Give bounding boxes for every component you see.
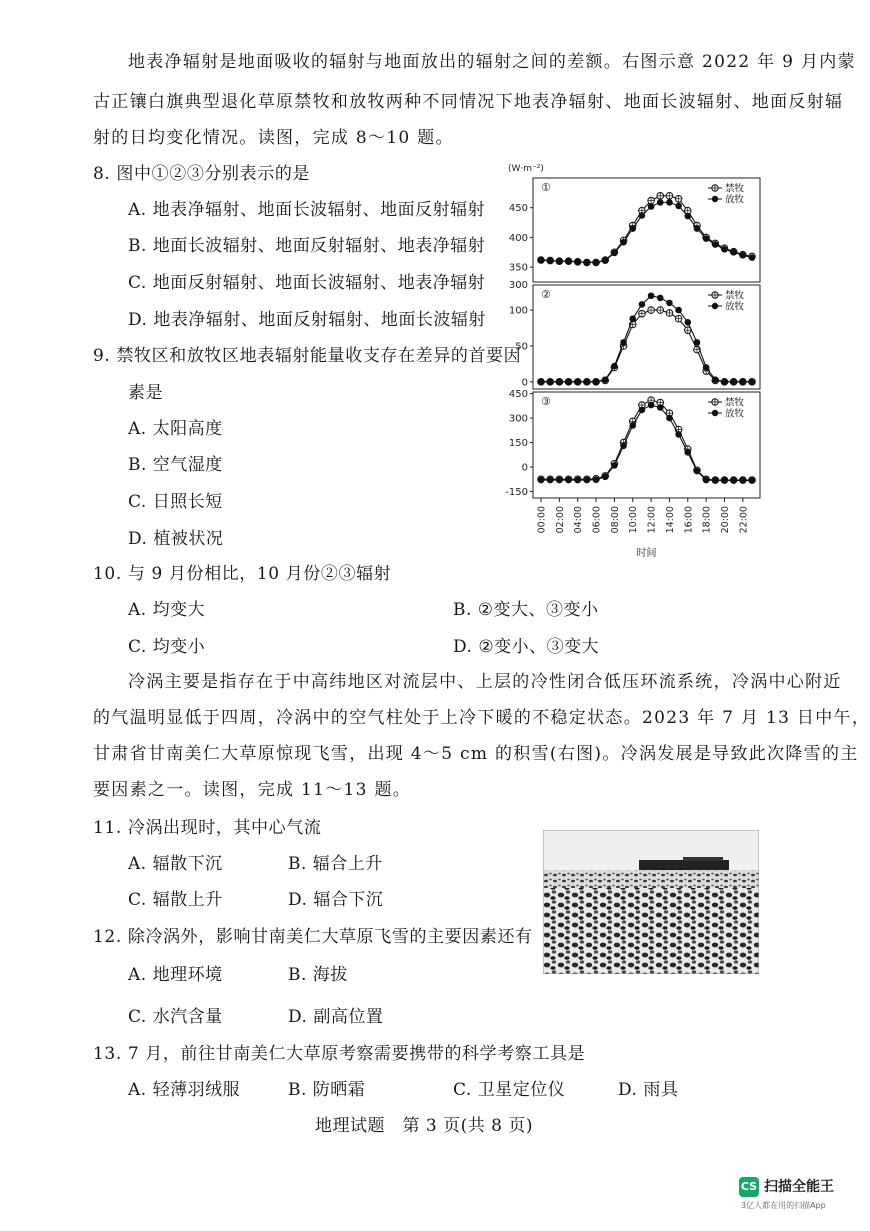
q8-option-a: A. 地表净辐射、地面长波辐射、地面反射辐射 (128, 200, 486, 220)
q9-option-c: C. 日照长短 (128, 492, 223, 512)
legend-label: 放牧 (725, 194, 745, 206)
data-point-fangmu (703, 235, 710, 242)
data-point-fangmu (565, 379, 572, 386)
panel-3-y-tick-label: 300 (508, 413, 528, 425)
data-point-fangmu (675, 203, 682, 210)
data-point-fangmu (657, 295, 664, 302)
data-point-fangmu (712, 241, 719, 248)
data-point-fangmu (620, 339, 627, 346)
q9-stem-1: 9. 禁牧区和放牧区地表辐射能量收支存在差异的首要因 (93, 346, 522, 366)
data-point-fangmu (611, 250, 618, 257)
q9-option-b: B. 空气湿度 (128, 455, 223, 475)
data-point-fangmu (694, 468, 701, 475)
q9-option-d: D. 植被状况 (128, 529, 224, 549)
data-point-fangmu (602, 257, 609, 264)
data-point-fangmu (703, 477, 710, 484)
legend-marker-filled (712, 303, 718, 309)
snow-grassland-photo (543, 830, 759, 974)
legend-label: 放牧 (725, 301, 745, 313)
q8-option-d: D. 地表净辐射、地面反射辐射、地面长波辐射 (128, 310, 486, 330)
series-line-jinmu (541, 400, 752, 480)
x-tick-label: 20:00 (719, 506, 731, 534)
q11-stem: 11. 冷涡出现时，其中心气流 (93, 818, 322, 838)
data-point-fangmu (593, 379, 600, 386)
data-point-fangmu (611, 363, 618, 370)
data-point-fangmu (629, 225, 636, 232)
data-point-fangmu (721, 379, 728, 386)
q11-option-c: C. 辐散上升 (128, 890, 223, 910)
data-point-fangmu (666, 415, 673, 422)
series-line-jinmu (541, 310, 752, 382)
x-tick-label: 02:00 (554, 506, 566, 534)
data-point-fangmu (666, 199, 673, 206)
data-point-fangmu (574, 258, 581, 265)
x-tick-label: 04:00 (573, 506, 585, 534)
panel-1-y-tick-label: 450 (508, 203, 528, 215)
series-line-fangmu (541, 202, 752, 262)
data-point-fangmu (648, 292, 655, 299)
data-point-fangmu (684, 213, 691, 220)
data-point-fangmu (740, 379, 747, 386)
data-point-fangmu (703, 364, 710, 371)
data-point-fangmu (584, 379, 591, 386)
legend-label: 禁牧 (725, 397, 745, 409)
panel-3-y-tick-label: 150 (508, 438, 528, 450)
data-point-fangmu (565, 477, 572, 484)
data-point-fangmu (657, 404, 664, 411)
data-point-fangmu (684, 449, 691, 456)
data-point-fangmu (749, 254, 756, 261)
q10-option-b: B. ②变大、③变小 (453, 600, 599, 620)
panel-1-y-tick-label: 400 (508, 232, 528, 244)
q12-option-b: B. 海拔 (288, 965, 348, 985)
data-point-fangmu (620, 443, 627, 450)
data-point-fangmu (639, 407, 646, 414)
data-point-fangmu (556, 477, 563, 484)
data-point-fangmu (721, 477, 728, 484)
data-point-fangmu (684, 319, 691, 326)
data-point-fangmu (730, 249, 737, 256)
data-point-fangmu (538, 379, 545, 386)
q11-option-d: D. 辐合下沉 (288, 890, 384, 910)
data-point-fangmu (547, 379, 554, 386)
x-tick-label: 16:00 (683, 506, 695, 534)
legend-label: 放牧 (725, 408, 745, 420)
data-point-fangmu (639, 301, 646, 308)
data-point-fangmu (584, 477, 591, 484)
panel-2-y-tick-label: 50 (515, 341, 528, 353)
data-point-fangmu (602, 474, 609, 481)
series-line-jinmu (541, 196, 752, 263)
data-point-fangmu (574, 379, 581, 386)
data-point-fangmu (749, 477, 756, 484)
data-point-fangmu (629, 315, 636, 322)
camscanner-logo-icon: CS (739, 1177, 759, 1197)
data-point-fangmu (602, 376, 609, 383)
q8-option-b: B. 地面长波辐射、地面反射辐射、地表净辐射 (128, 236, 486, 256)
data-point-fangmu (730, 477, 737, 484)
data-point-fangmu (694, 339, 701, 346)
passage2-line-1: 冷涡主要是指存在于中高纬地区对流层中、上层的冷性闭合低压环流系统，冷涡中心附近 (128, 672, 842, 692)
q12-option-a: A. 地理环境 (128, 965, 223, 985)
data-point-fangmu (712, 376, 719, 383)
camscanner-brand: 扫描全能王 (764, 1179, 834, 1195)
panel-1-y-tick-label: 350 (508, 262, 528, 274)
data-point-fangmu (648, 402, 655, 409)
x-tick-label: 18:00 (701, 506, 713, 534)
data-point-fangmu (593, 259, 600, 266)
x-tick-label: 12:00 (646, 506, 658, 534)
data-point-fangmu (648, 203, 655, 210)
panel-3-y-tick-label: -150 (505, 486, 528, 498)
passage2-line-2: 的气温明显低于四周，冷涡中的空气柱处于上冷下暖的不稳定状态。2023 年 7 月 13 日中午， (93, 708, 870, 728)
x-tick-label: 14:00 (664, 506, 676, 534)
legend-label: 禁牧 (725, 183, 745, 195)
x-axis-label: 时间 (636, 548, 657, 559)
data-point-fangmu (611, 462, 618, 469)
panel-2-y-tick-label: 100 (508, 305, 528, 317)
panel-3-y-tick-label: 0 (521, 462, 528, 474)
q9-option-a: A. 太阳高度 (128, 419, 223, 439)
data-point-fangmu (629, 422, 636, 429)
data-point-fangmu (620, 239, 627, 246)
panel-2-y-tick-label: 0 (521, 377, 528, 389)
q11-option-a: A. 辐散下沉 (128, 854, 223, 874)
intro-line-3: 射的日均变化情况。读图，完成 8～10 题。 (93, 128, 454, 148)
series-line-fangmu (541, 405, 752, 480)
q11-option-b: B. 辐合上升 (288, 854, 383, 874)
panel-3-y-tick-label: 450 (508, 389, 528, 401)
data-point-fangmu (740, 252, 747, 259)
x-tick-label: 06:00 (591, 506, 603, 534)
data-point-fangmu (675, 307, 682, 314)
data-point-fangmu (749, 379, 756, 386)
page-footer: 地理试题 第 3 页(共 8 页) (315, 1116, 534, 1136)
series-line-fangmu (541, 296, 752, 382)
data-point-fangmu (556, 258, 563, 265)
intro-line-2: 古正镶白旗典型退化草原禁牧和放牧两种不同情况下地表净辐射、地面长波辐射、地面反射辐 (93, 92, 844, 112)
data-point-fangmu (547, 257, 554, 264)
panel-1-label: ① (541, 181, 551, 194)
camscanner-subtitle: 3亿人都在用的扫描App (741, 1201, 826, 1210)
radiation-line-chart (498, 158, 780, 560)
data-point-fangmu (694, 225, 701, 232)
chart-unit-label: (W·m⁻²) (508, 164, 544, 174)
data-point-fangmu (721, 246, 728, 253)
data-point-fangmu (639, 212, 646, 219)
data-point-fangmu (584, 259, 591, 266)
q10-option-c: C. 均变小 (128, 637, 206, 657)
data-point-fangmu (574, 477, 581, 484)
data-point-fangmu (556, 379, 563, 386)
panel-2-top-label: 300 (508, 280, 528, 291)
q13-option-c: C. 卫星定位仪 (453, 1080, 566, 1100)
data-point-fangmu (538, 257, 545, 264)
q8-option-c: C. 地面反射辐射、地面长波辐射、地表净辐射 (128, 273, 486, 293)
legend-marker-filled (712, 196, 718, 202)
data-point-fangmu (730, 379, 737, 386)
data-point-fangmu (666, 300, 673, 307)
passage2-line-4: 要因素之一。读图，完成 11～13 题。 (93, 780, 412, 800)
data-point-fangmu (565, 258, 572, 265)
panel-3-label: ③ (541, 395, 551, 408)
data-point-fangmu (675, 431, 682, 438)
q10-stem: 10. 与 9 月份相比，10 月份②③辐射 (93, 564, 392, 584)
q12-option-c: C. 水汽含量 (128, 1007, 223, 1027)
data-point-fangmu (538, 477, 545, 484)
intro-line-1: 地表净辐射是地面吸收的辐射与地面放出的辐射之间的差额。右图示意 2022 年 9 月内蒙 (128, 52, 856, 72)
x-tick-label: 08:00 (609, 506, 621, 534)
data-point-fangmu (593, 476, 600, 483)
x-tick-label: 22:00 (738, 506, 750, 534)
x-tick-label: 00:00 (536, 506, 548, 534)
q8-stem: 8. 图中①②③分别表示的是 (93, 164, 311, 184)
q10-option-d: D. ②变小、③变大 (453, 637, 600, 657)
q13-option-a: A. 轻薄羽绒服 (128, 1080, 241, 1100)
q9-stem-2: 素是 (128, 383, 164, 403)
legend-label: 禁牧 (725, 290, 745, 302)
data-point-fangmu (657, 199, 664, 206)
legend-marker-filled (712, 410, 718, 416)
data-point-fangmu (547, 477, 554, 484)
panel-2-label: ② (541, 288, 551, 301)
q13-option-d: D. 雨具 (618, 1080, 679, 1100)
q13-option-b: B. 防晒霜 (288, 1080, 366, 1100)
data-point-fangmu (712, 477, 719, 484)
data-point-fangmu (740, 477, 747, 484)
q12-stem: 12. 除冷涡外，影响甘南美仁大草原飞雪的主要因素还有 (93, 927, 533, 947)
q12-option-d: D. 副高位置 (288, 1007, 384, 1027)
q10-option-a: A. 均变大 (128, 600, 206, 620)
q13-stem: 13. 7 月，前往甘南美仁大草原考察需要携带的科学考察工具是 (93, 1044, 586, 1064)
passage2-line-3: 甘肃省甘南美仁大草原惊现飞雪，出现 4～5 cm 的积雪(右图)。冷涡发展是导致此次降雪的主 (93, 744, 859, 764)
x-tick-label: 10:00 (628, 506, 640, 534)
